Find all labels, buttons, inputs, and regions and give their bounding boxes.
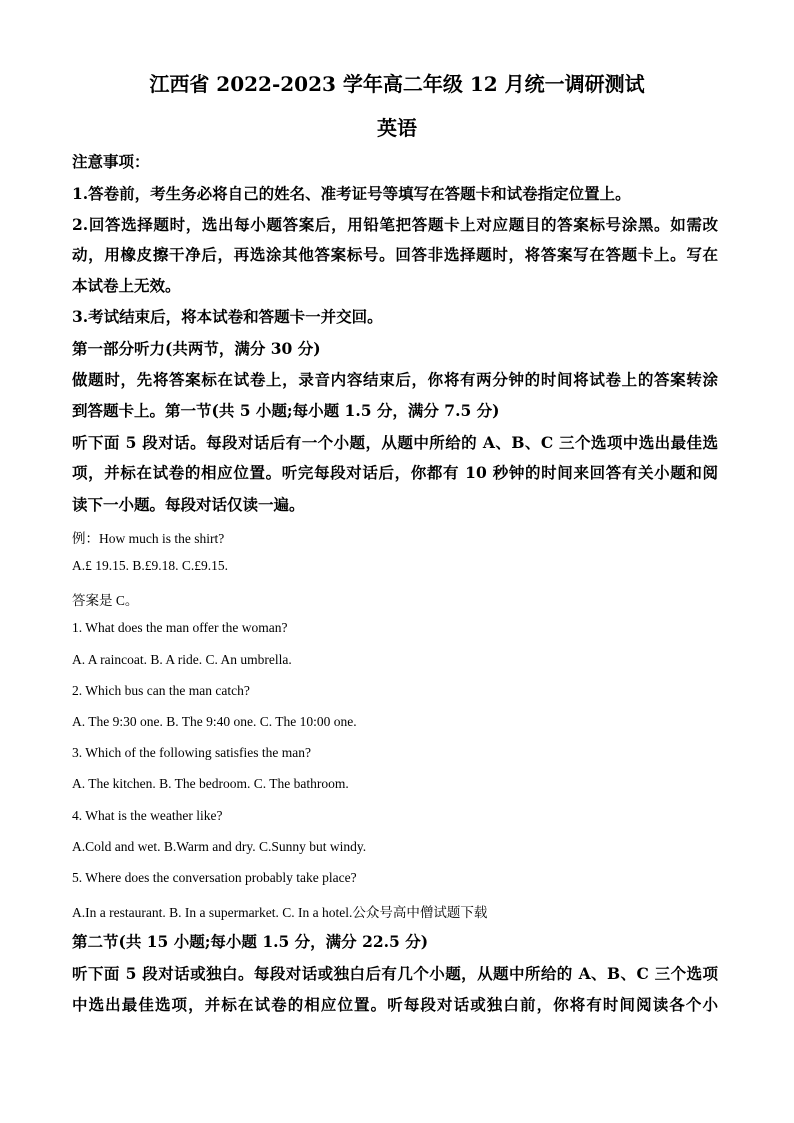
section2-instr-line-2: 中选出最佳选项，并标在试卷的相应位置。听每段对话或独白前，你将有时间阅读各个小 — [72, 995, 718, 1014]
example-options: A.£ 19.15. B.£9.18. C.£9.15. — [72, 558, 229, 573]
part1-instr-line-3: 读下一小题。每段对话仅读一遍。 — [72, 495, 305, 514]
exam-title: 江西省 2022-2023 学年高二年级 12 月统一调研测试 — [149, 72, 645, 96]
notice-item-2-line-1: 2.回答选择题时，选出每小题答案后，用铅笔把答题卡上对应题目的答案标号涂黑。如需改 — [72, 215, 718, 234]
part1-heading: 第一部分听力(共两节，满分 30 分) — [72, 339, 321, 358]
notice-item-1: 1.答卷前，考生务必将自己的姓名、准考证号等填写在答题卡和试卷指定位置上。 — [72, 184, 631, 203]
notice-item-3: 3.考试结束后，将本试卷和答题卡一并交回。 — [72, 307, 383, 326]
question-5-options: A.In a restaurant. B. In a supermarket. C. In a hotel.公众号高中僧试题下载 — [72, 905, 488, 920]
notice-heading: 注意事项： — [72, 152, 150, 171]
section2-heading: 第二节(共 15 小题;每小题 1.5 分，满分 22.5 分) — [72, 932, 429, 951]
question-4-options: A.Cold and wet. B.Warm and dry. C.Sunny but windy. — [72, 839, 367, 854]
question-2-options: A. The 9:30 one. B. The 9:40 one. C. The 10:00 one. — [72, 714, 357, 729]
example-question: 例：How much is the shirt? — [72, 531, 225, 546]
question-3-options: A. The kitchen. B. The bedroom. C. The bathroom. — [72, 776, 349, 791]
section2-instr-line-1: 听下面 5 段对话或独白。每段对话或独白后有几个小题，从题中所给的 A、B、C 三个选项 — [72, 964, 718, 983]
subject-title: 英语 — [377, 116, 417, 140]
question-1-options: A. A raincoat. B. A ride. C. An umbrella. — [72, 652, 292, 667]
question-1: 1. What does the man offer the woman? — [72, 620, 288, 635]
question-4: 4. What is the weather like? — [72, 808, 223, 823]
example-answer: 答案是 C。 — [72, 593, 139, 608]
part1-instr-line-1: 听下面 5 段对话。每段对话后有一个小题，从题中所给的 A、B、C 三个选项中选出最佳选 — [72, 433, 718, 452]
question-5: 5. Where does the conversation probably take place? — [72, 870, 357, 885]
part1-instr-line-2: 项，并标在试卷的相应位置。听完每段对话后，你都有 10 秒钟的时间来回答有关小题和阅 — [72, 463, 718, 482]
notice-item-2-line-3: 本试卷上无效。 — [72, 276, 181, 295]
part1-intro-line-2: 到答题卡上。第一节(共 5 小题;每小题 1.5 分，满分 7.5 分) — [72, 401, 500, 420]
question-3: 3. Which of the following satisfies the man? — [72, 745, 311, 760]
notice-item-2-line-2: 动，用橡皮擦干净后，再选涂其他答案标号。回答非选择题时，将答案写在答题卡上。写在 — [72, 245, 718, 264]
question-2: 2. Which bus can the man catch? — [72, 683, 250, 698]
part1-intro-line-1: 做题时，先将答案标在试卷上，录音内容结束后，你将有两分钟的时间将试卷上的答案转涂 — [72, 370, 718, 389]
